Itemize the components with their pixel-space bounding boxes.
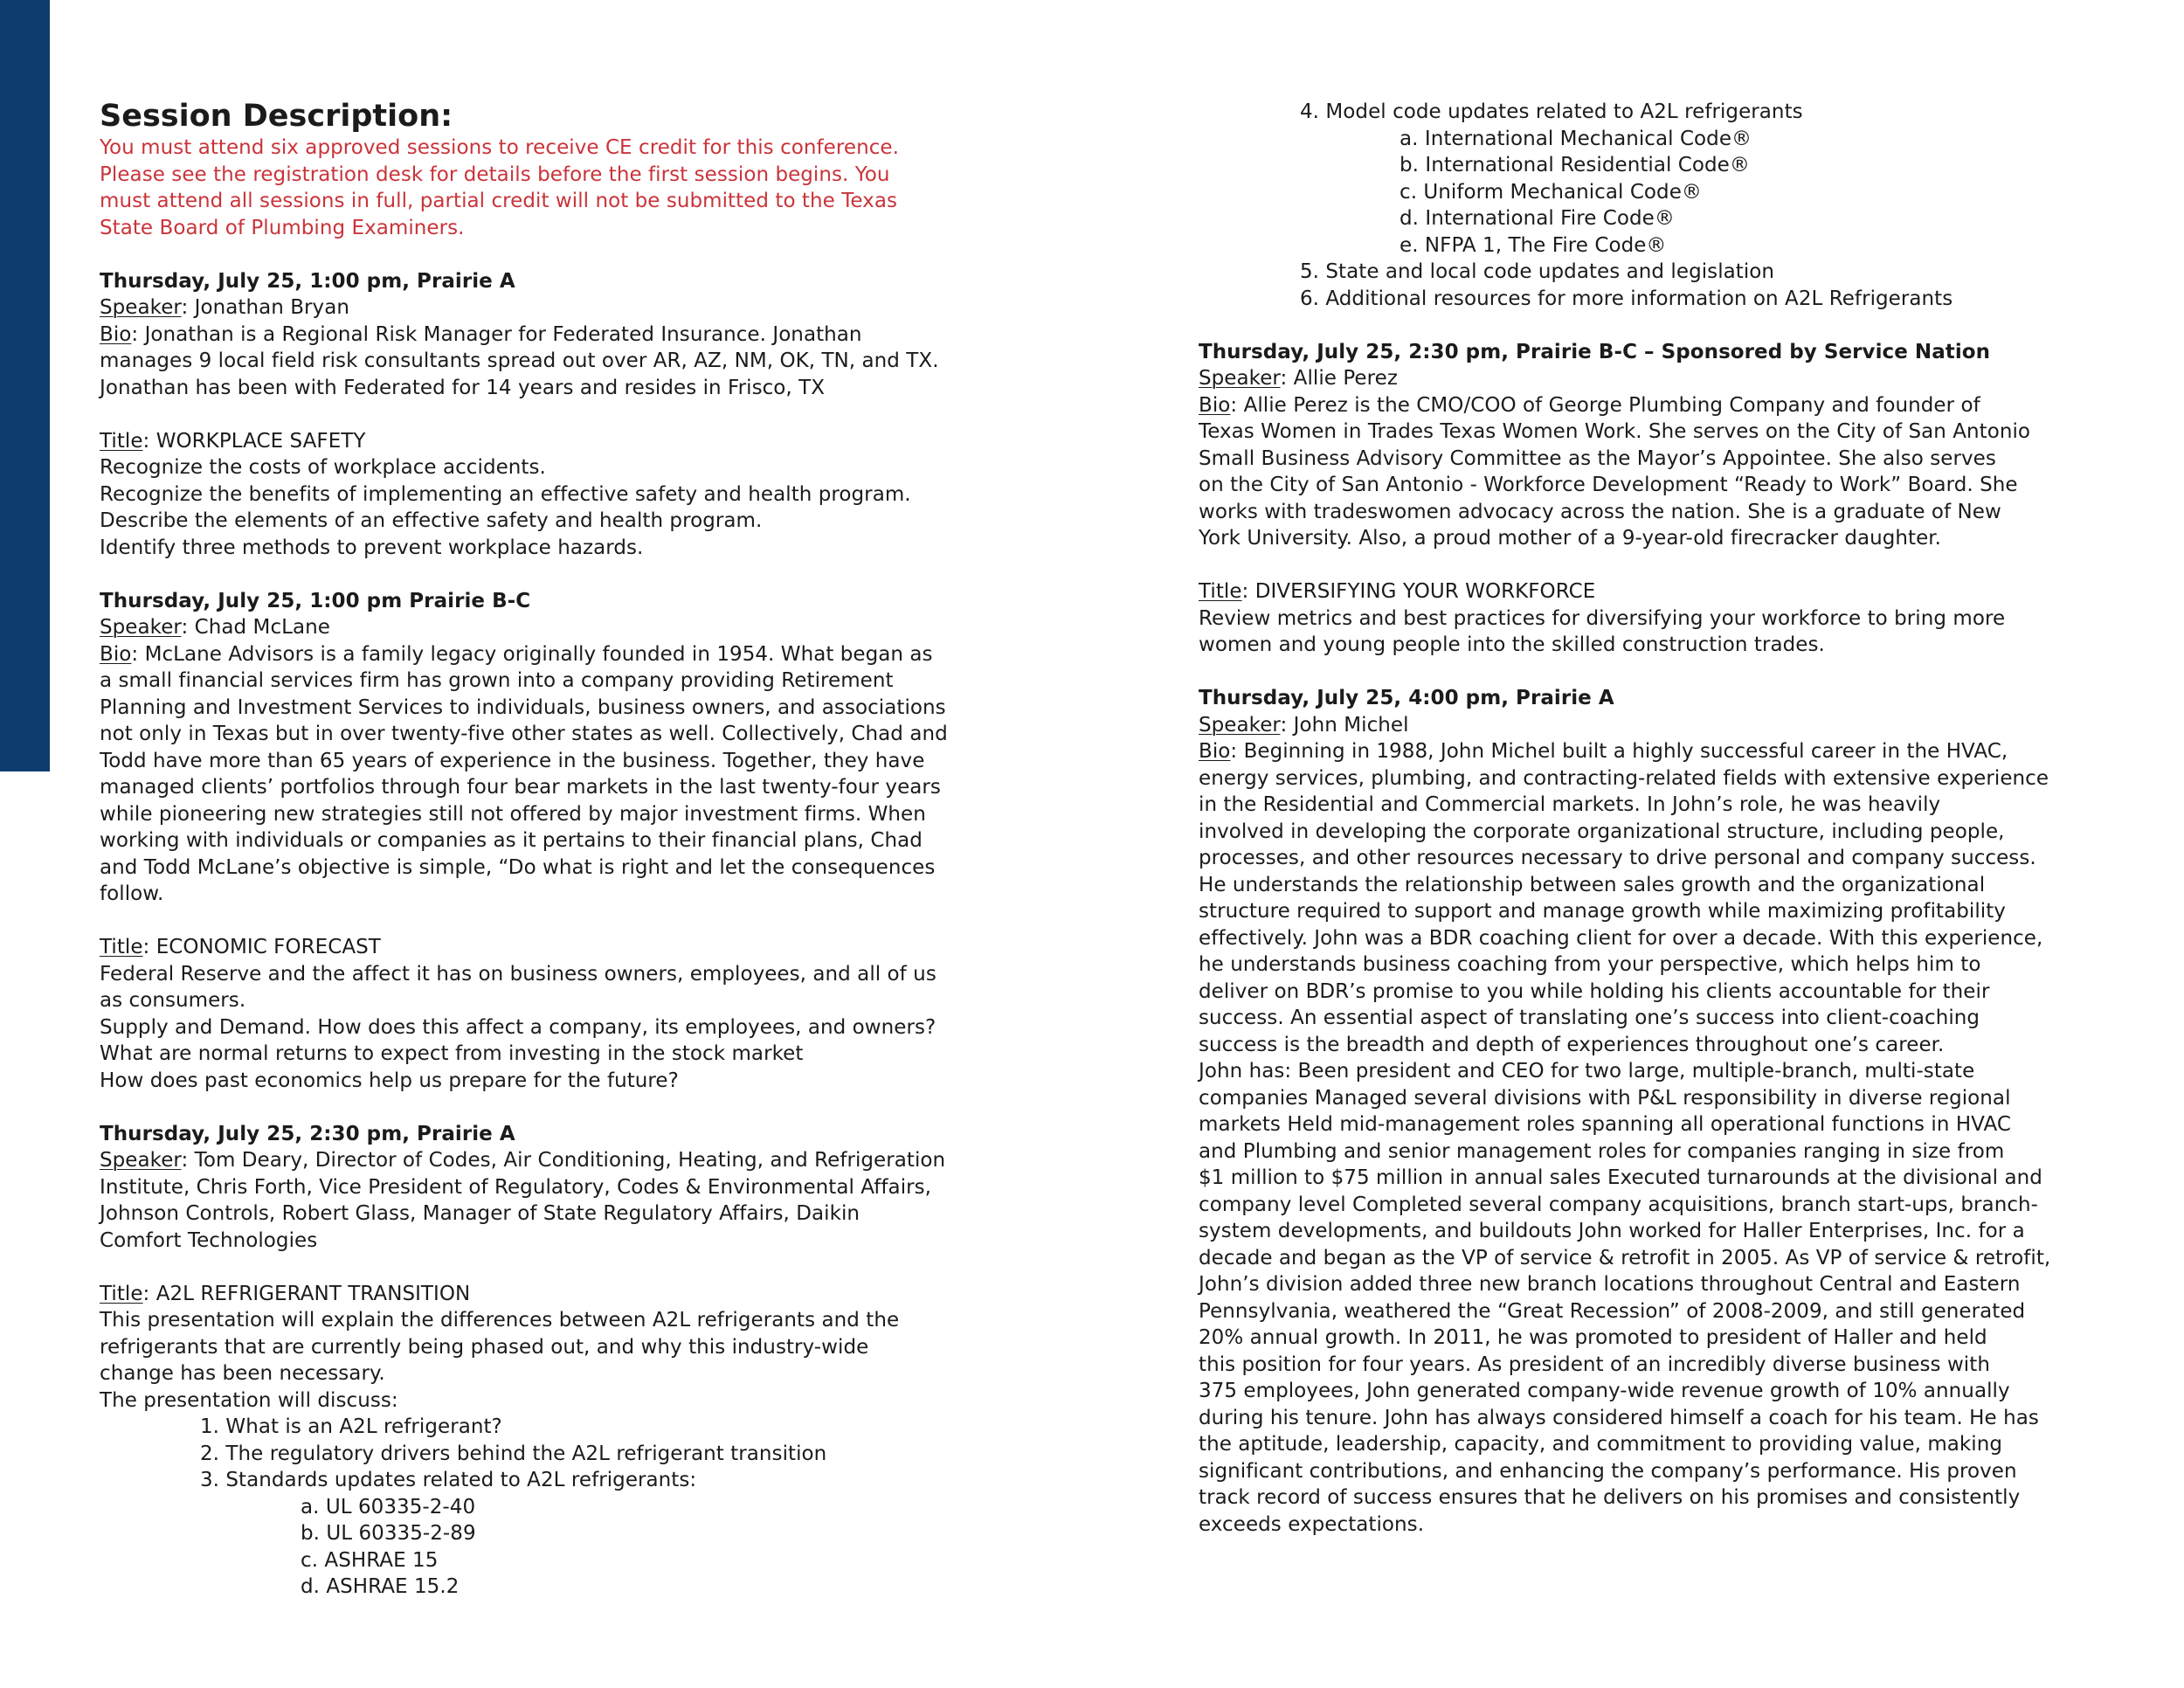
session-title: : WORKPLACE SAFETY [142, 429, 366, 453]
sub-list-item: b. UL 60335-2-89 [301, 1522, 476, 1545]
bio-line [100, 322, 1043, 349]
title-label: Title [100, 936, 143, 958]
bio-text: John’s division added three new branch locations throughout Central and Eastern [1199, 1273, 2021, 1296]
bio-text: Small Business Advisory Committee as the Mayor’s Appointee. She also serves [1199, 446, 1996, 470]
bio-text: Planning and Investment Services to individuals, business owners, and associations [100, 695, 946, 719]
bio-text: Jonathan has been with Federated for 14 years and resides in Frisco, TX [100, 376, 826, 399]
sub-list-item: c. ASHRAE 15 [301, 1548, 439, 1572]
speaker-line [100, 614, 1043, 641]
bio-text: this position for four years. As president of an incredibly diverse business with [1199, 1352, 1990, 1376]
bio-text: York University. Also, a proud mother of a 9-year-old firecracker daughter. [1199, 527, 1942, 550]
sub-list-item: b. International Residential Code® [1400, 154, 1750, 176]
bio-text: companies Managed several divisions with P&L responsibility in diverse regional [1199, 1086, 2011, 1110]
bio-text: manages 9 local field risk consultants spread out over AR, AZ, NM, OK, TN, and TX. [100, 349, 939, 372]
list-item: 3. Standards updates related to A2L refrigerants: [200, 1469, 697, 1491]
notice-line: must attend all sessions in full, partial credit will not be submitted to the Texas [100, 190, 898, 212]
bio-label: Bio [100, 642, 132, 666]
description-text: Describe the elements of an effective safety and health program. [100, 509, 763, 532]
bio-text: 375 employees, John generated company-wide revenue growth of 10% annually [1199, 1380, 2010, 1402]
session-title: : DIVERSIFYING YOUR WORKFORCE [1241, 580, 1596, 603]
session-time: Thursday, July 25, 2:30 pm, Prairie B-C – Sponsored by Service Nation [1199, 340, 1991, 363]
bio-text: Pennsylvania, weathered the “Great Recession” of 2008-2009, and still generated [1199, 1299, 2026, 1323]
session-a2l-refrigerant [100, 1121, 1043, 1601]
bio-text: while pioneering new strategies still not offered by major investment firms. When [100, 802, 926, 826]
speaker-line [100, 294, 1043, 322]
session-title: : ECONOMIC FORECAST [142, 936, 381, 958]
bio-line [1199, 392, 2155, 419]
speaker-label: Speaker [1199, 713, 1281, 737]
bio-text: deliver on BDR’s promise to you while holding his clients accountable for their [1199, 979, 1990, 1003]
session-workplace-safety [100, 268, 1043, 562]
bio-label: Bio [100, 322, 132, 346]
list-item: 4. Model code updates related to A2L refrigerants [1300, 100, 1803, 123]
bio-text: exceeds expectations. [1199, 1512, 1425, 1536]
session-time: Thursday, July 25, 2:30 pm, Prairie A [100, 1122, 515, 1145]
bio-text: he understands business coaching from your perspective, which helps him to [1199, 953, 1981, 976]
bio-text: managed clients’ portfolios through four bear markets in the last twenty-four years [100, 776, 941, 799]
speaker-name: : Allie Perez [1280, 367, 1398, 390]
speaker-label: Speaker [100, 296, 182, 319]
list-item: 6. Additional resources for more information on A2L Refrigerants [1300, 287, 1953, 310]
bio-label: Bio [1199, 393, 1231, 417]
bio-text: in the Residential and Commercial markets. In John’s role, he was heavily [1199, 793, 1941, 816]
bio-text: success is the breadth and depth of experiences throughout one’s career. [1199, 1033, 1945, 1056]
bio-text: : Allie Perez is the CMO/COO of George Plumbing Company and founder of [1230, 393, 1980, 417]
bio-continuation [1199, 765, 2155, 1539]
session-a2l-refrigerant-continued [1199, 99, 2155, 312]
bio-text: company level Completed several company acquisitions, branch start-ups, branch- [1199, 1193, 2038, 1216]
bio-text: structure required to support and manage growth while maximizing profitability [1199, 900, 2006, 923]
bio-text: a small financial services firm has grown into a company providing Retirement [100, 669, 894, 692]
bio-text: 20% annual growth. In 2011, he was promoted to president of Haller and held [1199, 1326, 1987, 1349]
description-text: as consumers. [100, 989, 246, 1012]
bio-text: success. An essential aspect of translating one’s success into client-coaching [1199, 1007, 1980, 1029]
bio-text: Texas Women in Trades Texas Women Work. She serves on the City of San Antonio [1199, 420, 2031, 443]
speaker-label: Speaker [100, 1149, 182, 1172]
bio-line [1199, 738, 2155, 765]
description-text: Supply and Demand. How does this affect a company, its employees, and owners? [100, 1015, 936, 1039]
description-text: How does past economics help us prepare for the future? [100, 1069, 679, 1092]
session-john-michel [1199, 685, 2155, 1538]
bio-text: significant contributions, and enhancing the company’s performance. His proven [1199, 1459, 2017, 1483]
sub-list-item: a. International Mechanical Code® [1400, 127, 1752, 150]
bio-text: working with individuals or companies as it pertains to their financial plans, Chad [100, 829, 923, 852]
title-label: Title [100, 1282, 143, 1305]
session-diversifying-workforce [1199, 339, 2155, 659]
description-text: Recognize the costs of workplace accidents. [100, 456, 546, 479]
bio-text: track record of success ensures that he delivers on his promises and consistently [1199, 1486, 2021, 1509]
session-title: : A2L REFRIGERANT TRANSITION [142, 1282, 471, 1305]
bio-text: John has: Been president and CEO for two large, multiple-branch, multi-state [1199, 1060, 1975, 1083]
speaker-text: Institute, Chris Forth, Vice President of Regulatory, Codes & Environmental Affairs, [100, 1175, 932, 1199]
bio-text: system developments, and buildouts John worked for Haller Enterprises, Inc. for a [1199, 1220, 2025, 1242]
description-text: This presentation will explain the differences between A2L refrigerants and the [100, 1309, 900, 1332]
session-time: Thursday, July 25, 1:00 pm, Prairie A [100, 269, 515, 293]
page-heading: Session Description: [100, 99, 453, 134]
sub-list-item: d. ASHRAE 15.2 [301, 1575, 460, 1598]
notice-line: You must attend six approved sessions to receive CE credit for this conference. [100, 136, 899, 159]
right-column [1199, 99, 2155, 1538]
bio-text: on the City of San Antonio - Workforce Development “Ready to Work” Board. She [1199, 474, 2018, 496]
bio-text: and Plumbing and senior management roles for companies ranging in size from [1199, 1139, 2005, 1163]
title-label: Title [1199, 580, 1242, 603]
bio-text: energy services, plumbing, and contracting-related fields with extensive experience [1199, 766, 2049, 790]
description-text: The presentation will discuss: [100, 1388, 398, 1412]
bio-line [100, 641, 1043, 668]
sub-list-item: d. International Fire Code® [1400, 207, 1675, 230]
description-text: women and young people into the skilled construction trades. [1199, 633, 1825, 656]
speaker-line [100, 1147, 1043, 1174]
speaker-text: Comfort Technologies [100, 1228, 318, 1252]
session-time: Thursday, July 25, 1:00 pm Prairie B-C [100, 589, 531, 612]
description-text: Federal Reserve and the affect it has on business owners, employees, and all of us [100, 962, 936, 986]
description-text: Recognize the benefits of implementing an effective safety and health program. [100, 482, 911, 506]
description-text: Identify three methods to prevent workplace hazards. [100, 536, 644, 559]
notice-line: Please see the registration desk for details before the first session begins. You [100, 163, 890, 186]
list-item: 1. What is an A2L refrigerant? [200, 1415, 502, 1438]
description-text: refrigerants that are currently being phased out, and why this industry-wide [100, 1335, 869, 1359]
bio-text: $1 million to $75 million in annual sales Executed turnarounds at the divisional and [1199, 1166, 2042, 1189]
bio-text: and Todd McLane’s objective is simple, “Do what is right and let the consequences [100, 855, 936, 879]
bio-text: follow. [100, 882, 164, 905]
title-line [100, 934, 1043, 961]
sub-list-item: a. UL 60335-2-40 [301, 1495, 476, 1519]
speaker-line [1199, 712, 2155, 739]
title-line [100, 428, 1043, 455]
list-item: 5. State and local code updates and legislation [1300, 260, 1775, 283]
speaker-name: : Tom Deary, Director of Codes, Air Conditioning, Heating, and Refrigeration [181, 1149, 946, 1172]
left-column [100, 98, 1043, 1601]
sub-list-item: e. NFPA 1, The Fire Code® [1400, 233, 1667, 257]
bio-text: : McLane Advisors is a family legacy originally founded in 1954. What began as [131, 642, 933, 666]
bio-text: processes, and other resources necessary to drive personal and company success. [1199, 847, 2036, 869]
bio-text: effectively. John was a BDR coaching client for over a decade. With this experience, [1199, 926, 2043, 950]
speaker-label: Speaker [100, 616, 182, 639]
title-line [100, 1281, 1043, 1308]
speaker-text: Johnson Controls, Robert Glass, Manager of State Regulatory Affairs, Daikin [100, 1202, 860, 1225]
bio-text: involved in developing the corporate organizational structure, including people, [1199, 820, 2005, 843]
description-text: What are normal returns to expect from investing in the stock market [100, 1042, 804, 1065]
speaker-name: : Jonathan Bryan [181, 296, 349, 319]
speaker-name: : John Michel [1280, 713, 1409, 737]
bio-text: the aptitude, leadership, capacity, and commitment to providing value, making [1199, 1433, 2003, 1456]
sub-list-item: c. Uniform Mechanical Code® [1400, 180, 1702, 204]
bio-text: : Beginning in 1988, John Michel built a highly successful career in the HVAC, [1230, 740, 2008, 763]
description-text: Review metrics and best practices for diversifying your workforce to bring more [1199, 606, 2006, 630]
bio-text: works with tradeswomen advocacy across the nation. She is a graduate of New [1199, 500, 2001, 523]
notice-line: State Board of Plumbing Examiners. [100, 216, 465, 239]
bio-text: during his tenure. John has always considered himself a coach for his team. He has [1199, 1406, 2039, 1429]
bio-text: markets Held mid-management roles spanning all operational functions in HVAC [1199, 1113, 2011, 1136]
bio-text: decade and began as the VP of service & retrofit in 2005. As VP of service & retrofit, [1199, 1246, 2051, 1269]
session-time: Thursday, July 25, 4:00 pm, Prairie A [1199, 687, 1614, 709]
title-line [1199, 578, 2155, 605]
speaker-label: Speaker [1199, 367, 1281, 390]
list-item: 2. The regulatory drivers behind the A2L refrigerant transition [200, 1442, 827, 1465]
description-text: change has been necessary. [100, 1362, 385, 1385]
bio-label: Bio [1199, 740, 1231, 763]
ce-credit-notice [100, 135, 1043, 241]
bio-text: He understands the relationship between sales growth and the organizational [1199, 873, 1986, 896]
session-economic-forecast [100, 588, 1043, 1095]
side-accent-bar [0, 0, 50, 771]
title-label: Title [100, 429, 143, 453]
speaker-name: : Chad McLane [181, 616, 330, 639]
speaker-line [1199, 365, 2155, 392]
bio-text: Todd have more than 65 years of experience in the business. Together, they have [100, 749, 925, 772]
bio-text: : Jonathan is a Regional Risk Manager for Federated Insurance. Jonathan [131, 322, 862, 346]
bio-text: not only in Texas but in over twenty-five other states as well. Collectively, Chad and [100, 723, 948, 745]
